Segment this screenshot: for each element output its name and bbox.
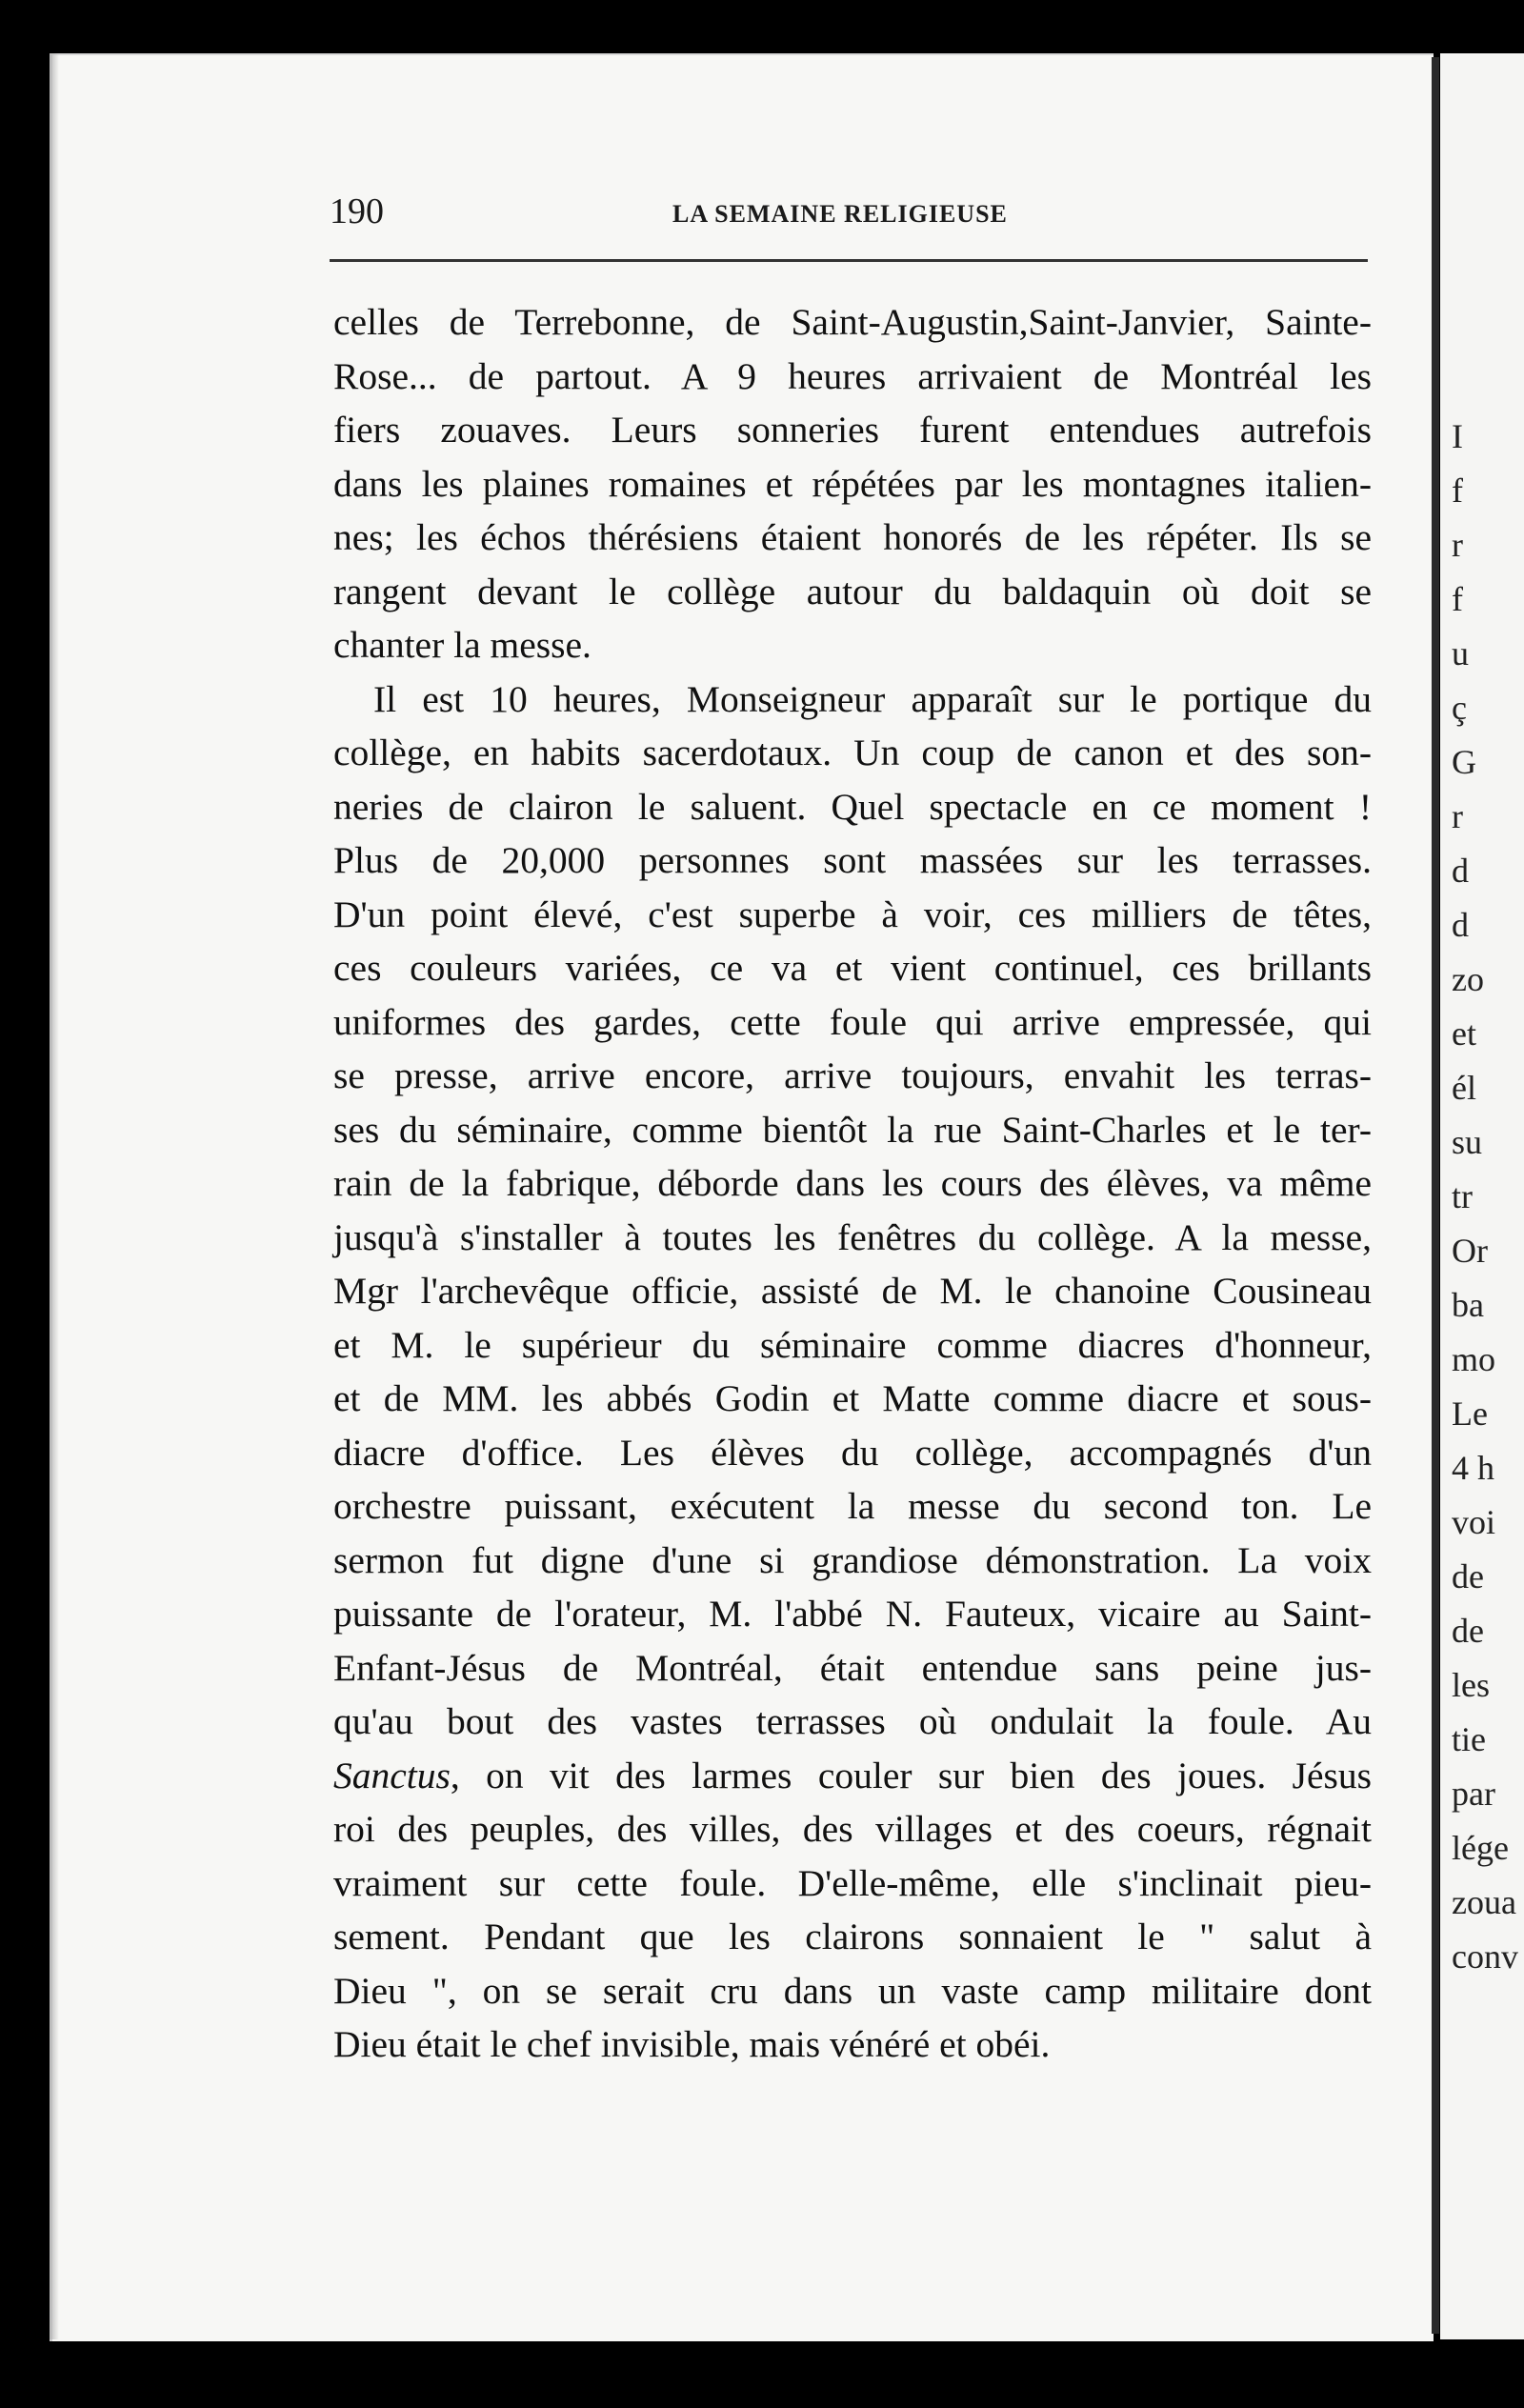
facing-page-text-fragment: d bbox=[1452, 852, 1469, 890]
facing-page-text-fragment: Or bbox=[1452, 1232, 1488, 1270]
facing-page-text-fragment: voi bbox=[1452, 1503, 1496, 1541]
text-line: Dieu ", on se serait cru dans un vaste camp militaire dont bbox=[333, 1969, 1372, 2012]
facing-page-text-fragment: les bbox=[1452, 1666, 1490, 1704]
facing-page-text-fragment: I bbox=[1452, 417, 1463, 455]
facing-page-text-fragment: zoua bbox=[1452, 1883, 1516, 1921]
page-edge-shadow bbox=[1432, 57, 1439, 2334]
text-line: se presse, arrive encore, arrive toujours, envahit les terras- bbox=[333, 1054, 1372, 1096]
facing-page-text-fragment: u bbox=[1452, 634, 1469, 672]
facing-page-text-fragment: tie bbox=[1452, 1720, 1486, 1758]
page-gutter-shadow bbox=[50, 53, 59, 2339]
text-line: Plus de 20,000 personnes sont massées sur les terrasses. bbox=[333, 839, 1372, 881]
facing-page-text-fragment: tr bbox=[1452, 1177, 1473, 1215]
text-line: Il est 10 heures, Monseigneur apparaît sur le portique du bbox=[373, 677, 1372, 720]
facing-page-text-fragment: r bbox=[1452, 797, 1463, 835]
facing-page-text-fragment: 4 h bbox=[1452, 1449, 1494, 1487]
text-line: D'un point élevé, c'est superbe à voir, ces milliers de têtes, bbox=[333, 893, 1372, 935]
paragraph bbox=[333, 672, 1372, 2072]
text-line: puissante de l'orateur, M. l'abbé N. Fauteux, vicaire au Saint- bbox=[333, 1593, 1372, 1635]
facing-page-text-fragment: de bbox=[1452, 1612, 1484, 1650]
text-line: fiers zouaves. Leurs sonneries furent entendues autrefois bbox=[333, 409, 1372, 451]
text-line: Sanctus, on vit des larmes couler sur bien des joues. Jésus bbox=[333, 1754, 1372, 1796]
facing-page-text-fragment: r bbox=[1452, 526, 1463, 564]
facing-page-text-fragment: f bbox=[1452, 472, 1463, 510]
text-line: ses du séminaire, comme bientôt la rue Saint-Charles et le ter- bbox=[333, 1108, 1372, 1151]
text-line: sement. Pendant que les clairons sonnaient le " salut à bbox=[333, 1916, 1372, 1957]
text-line: et de MM. les abbés Godin et Matte comme diacre et sous- bbox=[333, 1377, 1372, 1419]
facing-page-text-fragment: par bbox=[1452, 1775, 1495, 1813]
text-line: dans les plaines romaines et répétées par les montagnes italien- bbox=[333, 462, 1372, 505]
body-text bbox=[333, 295, 1372, 2072]
facing-page-text-fragment: zo bbox=[1452, 960, 1484, 998]
text-line: Enfant-Jésus de Montréal, était entendue sans peine jus- bbox=[333, 1646, 1372, 1689]
text-line: vraiment sur cette foule. D'elle-même, elle s'inclinait pieu- bbox=[333, 1861, 1372, 1904]
page-header bbox=[330, 191, 1377, 248]
facing-page-text-fragment: conv bbox=[1452, 1937, 1518, 1976]
facing-page-text-fragment: Le bbox=[1452, 1395, 1488, 1433]
text-line: uniformes des gardes, cette foule qui arrive empressée, qui bbox=[333, 1000, 1372, 1043]
facing-page-text-fragment: ç bbox=[1452, 689, 1467, 727]
page-number: 190 bbox=[330, 191, 384, 231]
text-line: roi des peuples, des villes, des villages et des coeurs, régnait bbox=[333, 1808, 1372, 1850]
text-line: sermon fut digne d'une si grandiose démonstration. La voix bbox=[333, 1538, 1372, 1581]
facing-page-text-fragment: lége bbox=[1452, 1829, 1509, 1867]
text-line: rain de la fabrique, déborde dans les cours des élèves, va même bbox=[333, 1162, 1372, 1204]
facing-page-text-fragment: mo bbox=[1452, 1340, 1496, 1378]
text-line: orchestre puissant, exécutent la messe du second ton. Le bbox=[333, 1485, 1372, 1527]
text-line: chanter la messe. bbox=[333, 624, 592, 666]
text-line: Rose... de partout. A 9 heures arrivaient de Montréal les bbox=[333, 354, 1372, 397]
text-line: jusqu'à s'installer à toutes les fenêtres du collège. A la messe, bbox=[333, 1215, 1372, 1258]
text-line: Mgr l'archevêque officie, assisté de M. le chanoine Cousineau bbox=[333, 1270, 1372, 1312]
text-line: collège, en habits sacerdotaux. Un coup de canon et des son- bbox=[333, 732, 1372, 773]
paragraph bbox=[333, 295, 1372, 672]
text-line: neries de clairon le saluent. Quel spectacle en ce moment ! bbox=[333, 785, 1372, 828]
text-line: nes; les échos thérésiens étaient honorés de les répéter. Ils se bbox=[333, 516, 1372, 558]
running-head-title: LA SEMAINE RELIGIEUSE bbox=[672, 200, 1008, 228]
facing-page-text-fragment: él bbox=[1452, 1069, 1476, 1107]
text-line: qu'au bout des vastes terrasses où ondulait la foule. Au bbox=[333, 1700, 1372, 1742]
header-rule bbox=[330, 259, 1368, 262]
text-line: celles de Terrebonne, de Saint-Augustin,Saint-Janvier, Sainte- bbox=[333, 301, 1372, 343]
facing-page-text-fragment: G bbox=[1452, 743, 1476, 781]
text-line: ces couleurs variées, ce va et vient continuel, ces brillants bbox=[333, 947, 1372, 989]
facing-page-text-fragment: et bbox=[1452, 1014, 1476, 1053]
facing-page-text-fragment: ba bbox=[1452, 1286, 1484, 1324]
facing-page-text-fragment: de bbox=[1452, 1557, 1484, 1595]
text-line: rangent devant le collège autour du baldaquin où doit se bbox=[333, 570, 1372, 612]
text-line: Dieu était le chef invisible, mais vénéré et obéi. bbox=[333, 2023, 1051, 2065]
facing-page-text-fragment: su bbox=[1452, 1123, 1483, 1161]
facing-page-text-fragment: d bbox=[1452, 906, 1469, 944]
facing-page-edge bbox=[1440, 53, 1524, 2339]
text-line: et M. le supérieur du séminaire comme diacres d'honneur, bbox=[333, 1323, 1372, 1366]
facing-page-text-fragment: f bbox=[1452, 580, 1463, 618]
text-line: diacre d'office. Les élèves du collège, accompagnés d'un bbox=[333, 1431, 1372, 1474]
